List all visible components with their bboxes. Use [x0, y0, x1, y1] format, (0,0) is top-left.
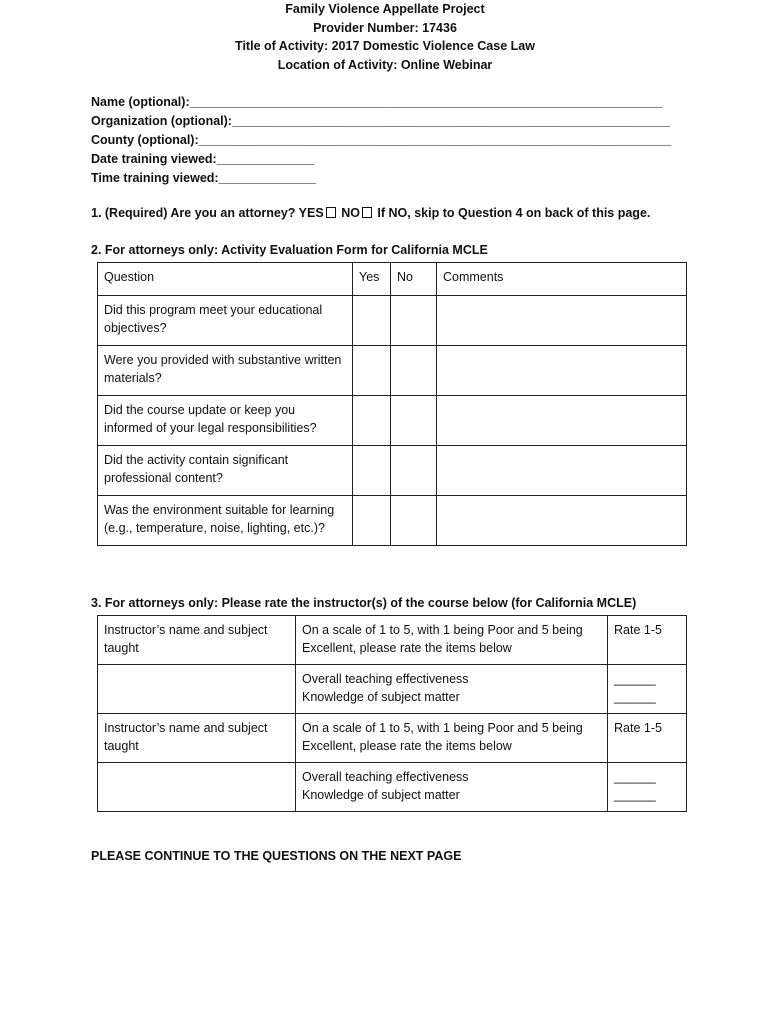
no-cell[interactable] [391, 346, 437, 396]
rate-label: Rate 1-5 [608, 714, 687, 763]
no-label: NO [341, 206, 360, 220]
instructor-label: Instructor’s name and subject taught [98, 714, 296, 763]
instructor-header-row [98, 714, 687, 763]
county-field[interactable]: County (optional):____________________________________________________________________ [91, 133, 672, 147]
instructor-name-cell[interactable] [98, 763, 296, 812]
question-cell: Were you provided with substantive written materials? [98, 346, 353, 396]
item-teaching-effectiveness: Overall teaching effectiveness [302, 770, 469, 784]
comments-cell[interactable] [437, 296, 687, 346]
respondent-fields [91, 93, 671, 188]
scale-instructions: On a scale of 1 to 5, with 1 being Poor and 5 being Excellent, please rate the items below [296, 714, 608, 763]
instructor-rating-row [98, 763, 687, 812]
question-1-instruction: If NO, skip to Question 4 on back of this page. [377, 206, 651, 220]
comments-cell[interactable] [437, 346, 687, 396]
yes-checkbox[interactable] [326, 207, 336, 218]
date-viewed-field[interactable]: Date training viewed:______________ [91, 152, 315, 166]
header-no: No [391, 263, 437, 296]
activity-title: Title of Activity: 2017 Domestic Violence Case Law [235, 39, 535, 53]
question-1 [91, 206, 650, 220]
instructor-rating-table [97, 615, 687, 812]
rating-items-cell [296, 763, 608, 812]
question-cell: Did the activity contain significant professional content? [98, 446, 353, 496]
question-2-title: 2. For attorneys only: Activity Evaluation Form for California MCLE [91, 243, 488, 257]
item-subject-knowledge: Knowledge of subject matter [302, 787, 460, 802]
question-cell: Did the course update or keep you informed of your legal responsibilities? [98, 396, 353, 446]
instructor-rating-row [98, 665, 687, 714]
table-row [98, 296, 687, 346]
table-header-row [98, 263, 687, 296]
yes-cell[interactable] [353, 396, 391, 446]
no-checkbox[interactable] [362, 207, 372, 218]
header-comments: Comments [437, 263, 687, 296]
rating-blank[interactable]: ______ [614, 672, 656, 686]
instructor-header-row [98, 616, 687, 665]
table-row [98, 396, 687, 446]
comments-cell[interactable] [437, 446, 687, 496]
organization-title: Family Violence Appellate Project [285, 2, 485, 16]
question-cell: Did this program meet your educational objectives? [98, 296, 353, 346]
comments-cell[interactable] [437, 396, 687, 446]
table-row [98, 446, 687, 496]
form-header [0, 0, 770, 74]
rate-label: Rate 1-5 [608, 616, 687, 665]
instructor-label: Instructor’s name and subject taught [98, 616, 296, 665]
no-cell[interactable] [391, 396, 437, 446]
activity-location: Location of Activity: Online Webinar [277, 57, 493, 72]
item-subject-knowledge: Knowledge of subject matter [302, 689, 460, 704]
rating-blank[interactable]: ______ [614, 787, 656, 802]
table-row [98, 346, 687, 396]
no-cell[interactable] [391, 446, 437, 496]
organization-field[interactable]: Organization (optional):_______________________________________________________________ [91, 114, 670, 128]
rating-blanks-cell [608, 665, 687, 714]
comments-cell[interactable] [437, 496, 687, 546]
item-teaching-effectiveness: Overall teaching effectiveness [302, 672, 469, 686]
question-cell: Was the environment suitable for learning (e.g., temperature, noise, lighting, etc.)? [98, 496, 353, 546]
rating-items-cell [296, 665, 608, 714]
yes-cell[interactable] [353, 346, 391, 396]
mcle-evaluation-table [97, 262, 687, 546]
time-viewed-field[interactable]: Time training viewed:______________ [91, 171, 316, 185]
rating-blank[interactable]: ______ [614, 689, 656, 704]
instructor-name-cell[interactable] [98, 665, 296, 714]
question-3-title: 3. For attorneys only: Please rate the instructor(s) of the course below (for California MCLE) [91, 596, 637, 610]
continue-notice: PLEASE CONTINUE TO THE QUESTIONS ON THE NEXT PAGE [91, 849, 462, 863]
yes-cell[interactable] [353, 296, 391, 346]
yes-cell[interactable] [353, 496, 391, 546]
scale-instructions: On a scale of 1 to 5, with 1 being Poor and 5 being Excellent, please rate the items below [296, 616, 608, 665]
yes-cell[interactable] [353, 446, 391, 496]
rating-blank[interactable]: ______ [614, 770, 656, 784]
name-field[interactable]: Name (optional):____________________________________________________________________ [91, 95, 663, 109]
question-1-text: 1. (Required) Are you an attorney? YES [91, 206, 324, 220]
header-question: Question [98, 263, 353, 296]
header-yes: Yes [353, 263, 391, 296]
no-cell[interactable] [391, 496, 437, 546]
provider-number: Provider Number: 17436 [313, 20, 457, 35]
no-cell[interactable] [391, 296, 437, 346]
rating-blanks-cell [608, 763, 687, 812]
table-row [98, 496, 687, 546]
